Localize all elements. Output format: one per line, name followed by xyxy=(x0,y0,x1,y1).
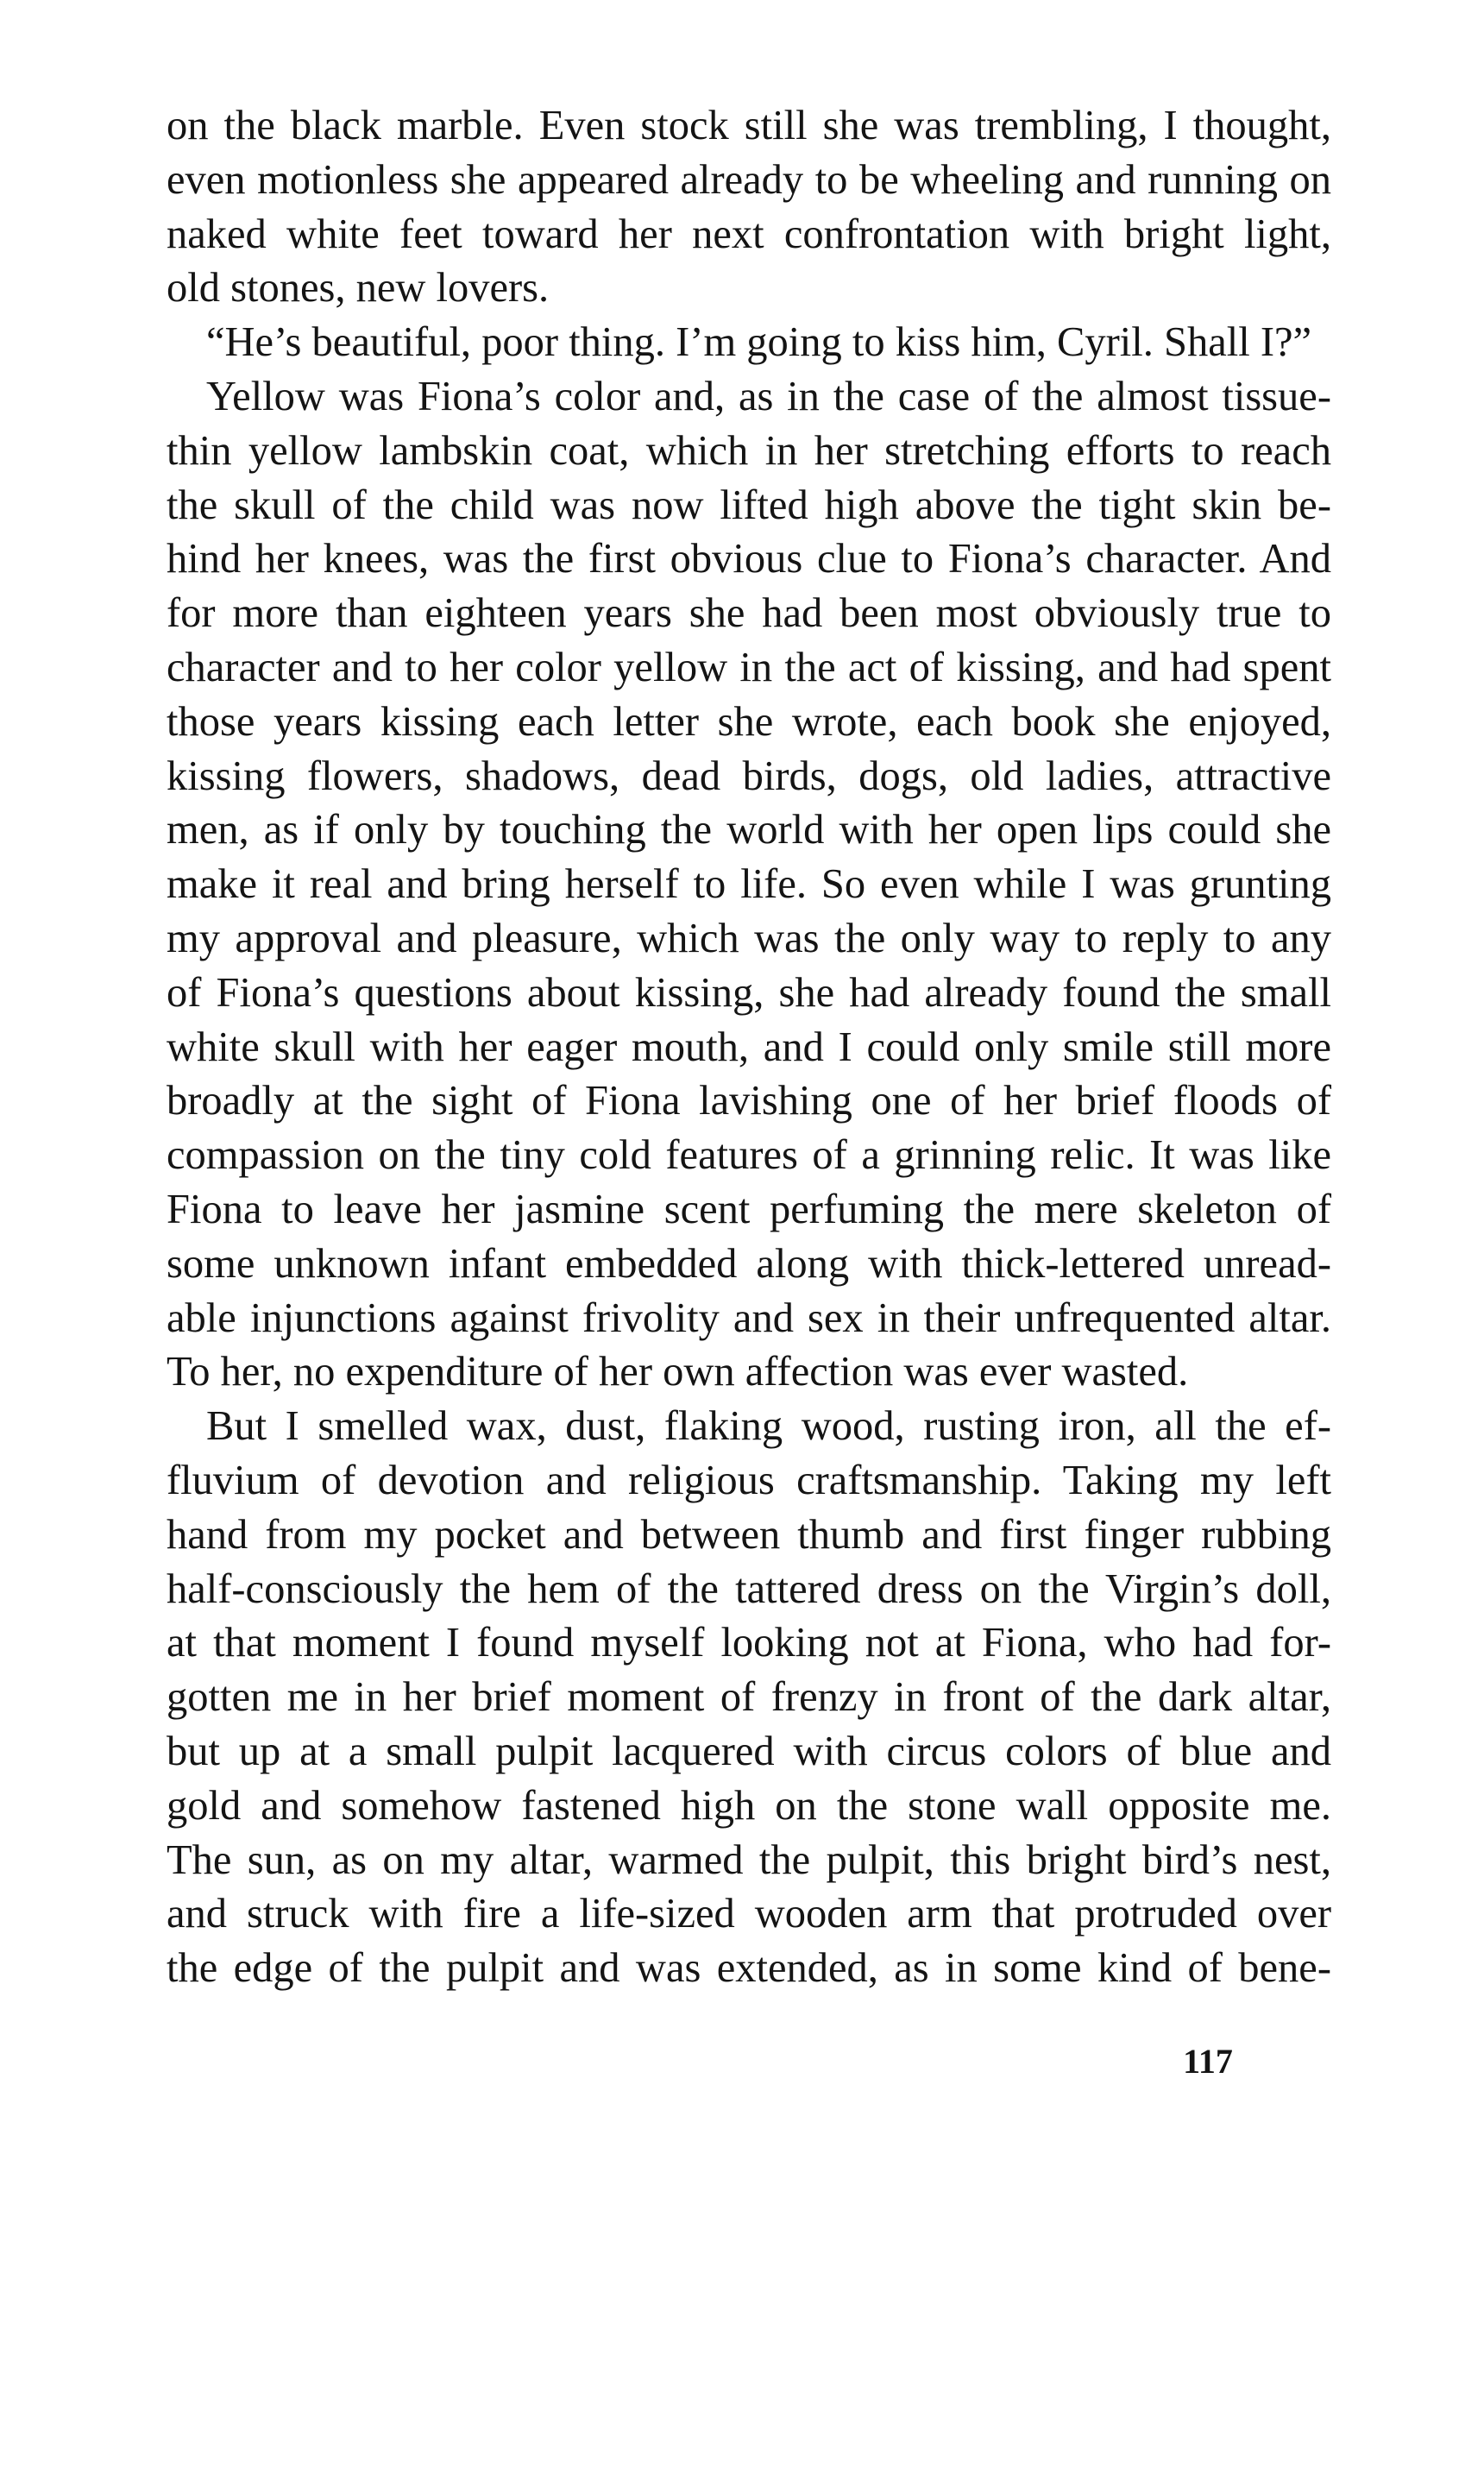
text-line-26: fluvium of devotion and religious craftsmanship. Taking my left xyxy=(167,1457,1331,1503)
text-line-1: on the black marble. Even stock still she was trembling, I thought, xyxy=(167,103,1331,148)
text-line-29: at that moment I found myself looking not at Fiona, who had for- xyxy=(167,1620,1331,1666)
text-line-31: but up at a small pulpit lacquered with circus colors of blue and xyxy=(167,1728,1331,1774)
text-line-8: the skull of the child was now lifted high above the tight skin be- xyxy=(167,482,1331,528)
text-line-3: naked white feet toward her next confrontation with bright light, xyxy=(167,211,1331,257)
text-line-25: But I smelled wax, dust, flaking wood, rusting iron, all the ef- xyxy=(206,1403,1331,1450)
text-line-17: of Fiona’s questions about kissing, she had already found the small xyxy=(167,969,1331,1016)
text-line-33: The sun, as on my altar, warmed the pulpit, this bright bird’s nest, xyxy=(167,1836,1331,1883)
text-line-14: men, as if only by touching the world with her open lips could she xyxy=(167,807,1331,853)
page-number: 117 xyxy=(1183,2042,1233,2081)
text-line-11: character and to her color yellow in the act of kissing, and had spent xyxy=(167,644,1331,690)
text-line-27: hand from my pocket and between thumb and first finger rubbing xyxy=(167,1511,1331,1558)
text-line-32: gold and somehow fastened high on the stone wall opposite me. xyxy=(167,1782,1331,1829)
text-line-15: make it real and bring herself to life. So even while I was grunting xyxy=(167,861,1331,908)
body-text xyxy=(167,99,1331,1996)
text-line-2: even motionless she appeared already to be wheeling and running on xyxy=(167,156,1331,203)
text-line-10: for more than eighteen years she had been most obviously true to xyxy=(167,590,1331,637)
text-line-13: kissing flowers, shadows, dead birds, dogs, old ladies, attractive xyxy=(167,753,1331,799)
text-line-34: and struck with fire a life-sized wooden arm that protruded over xyxy=(167,1891,1331,1937)
text-line-19: broadly at the sight of Fiona lavishing one of her brief floods of xyxy=(167,1078,1331,1124)
text-line-4: old stones, new lovers. xyxy=(167,265,550,312)
text-line-21: Fiona to leave her jasmine scent perfuming the mere skeleton of xyxy=(167,1186,1331,1232)
text-line-6: Yellow was Fiona’s color and, as in the case of the almost tissue- xyxy=(206,373,1331,419)
text-line-23: able injunctions against frivolity and sex in their unfrequented altar. xyxy=(167,1294,1331,1341)
text-line-9: hind her knees, was the first obvious clue to Fiona’s character. And xyxy=(167,536,1331,583)
text-line-7: thin yellow lambskin coat, which in her stretching efforts to reach xyxy=(167,427,1331,474)
text-line-30: gotten me in her brief moment of frenzy in front of the dark altar, xyxy=(167,1674,1331,1721)
text-line-12: those years kissing each letter she wrote, each book she enjoyed, xyxy=(167,698,1331,745)
text-line-5: “He’s beautiful, poor thing. I’m going to kiss him, Cyril. Shall I?” xyxy=(206,319,1312,366)
text-line-18: white skull with her eager mouth, and I could only smile still more xyxy=(167,1024,1331,1070)
text-line-24: To her, no expenditure of her own affection was ever wasted. xyxy=(167,1349,1189,1395)
text-line-28: half-consciously the hem of the tattered dress on the Virgin’s doll, xyxy=(167,1565,1331,1612)
text-line-22: some unknown infant embedded along with thick-lettered unread- xyxy=(167,1240,1331,1287)
text-line-35: the edge of the pulpit and was extended, as in some kind of bene- xyxy=(167,1945,1331,1992)
text-line-16: my approval and pleasure, which was the only way to reply to any xyxy=(167,915,1331,961)
text-line-20: compassion on the tiny cold features of a grinning relic. It was like xyxy=(167,1132,1331,1179)
